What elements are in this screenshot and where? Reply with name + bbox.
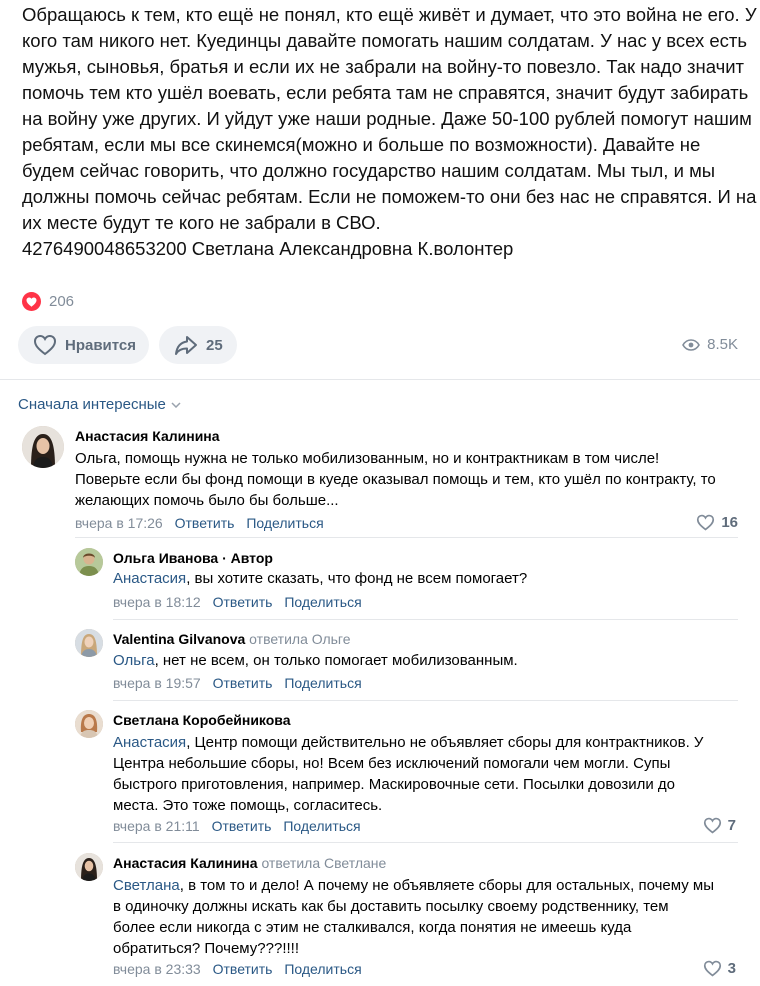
- comment-reply: [75, 629, 738, 701]
- reactions-summary[interactable]: [22, 292, 74, 311]
- reply-to-label[interactable]: ответила Ольге: [249, 631, 351, 647]
- avatar[interactable]: [75, 853, 103, 881]
- comment-author[interactable]: Светлана Коробейникова: [113, 712, 291, 728]
- share-comment-button[interactable]: Поделиться: [284, 675, 362, 691]
- post-text-line: их месте будут те кого не забрали в СВО.: [22, 212, 381, 233]
- post-text-line: помочь тем кто ушёл воевать, если ребята там не справятся, значит будут забирать: [22, 82, 749, 103]
- post-text-line: мужья, сыновья, братья и если их не забрали на войну-то повезло. Так надо значит: [22, 56, 745, 77]
- share-comment-button[interactable]: Поделиться: [284, 961, 362, 977]
- comment-mention[interactable]: Светлана: [113, 877, 180, 894]
- comment-meta: [113, 961, 362, 977]
- comment-text-line: Поверьте если бы фонд помощи в куеде оказывал помощь и тем, кто ушёл по контракту, то: [75, 471, 716, 488]
- comment-text: [75, 448, 716, 511]
- post-text-line: Обращаюсь к тем, кто ещё не понял, кто ещё живёт и думает, что это война не его. У: [22, 4, 757, 25]
- comment-text: [113, 650, 518, 671]
- share-comment-button[interactable]: Поделиться: [283, 818, 361, 834]
- comment-likes-count: 7: [727, 817, 736, 834]
- post-divider: [0, 379, 760, 380]
- comment-text-line: [113, 875, 714, 896]
- comment-time[interactable]: вчера в 19:57: [113, 675, 201, 691]
- eye-icon: [682, 339, 700, 351]
- comment-separator: [113, 700, 738, 701]
- comment-text-line: места. Это тоже помощь, согласитесь.: [113, 797, 383, 814]
- comment-author-name[interactable]: Анастасия Калинина: [113, 855, 258, 871]
- post-text-line: кого там никого нет. Куединцы давайте помогать нашим солдатам. У нас у всех есть: [22, 30, 748, 51]
- comment-like-button[interactable]: [703, 960, 736, 977]
- avatar[interactable]: [75, 629, 103, 657]
- views-counter: [682, 336, 738, 353]
- comment-likes-count: 16: [721, 514, 738, 531]
- comment-text-body: , Центр помощи действительно не объявляет сборы для контрактников. У: [186, 734, 704, 751]
- comment-text-line: быстрого приготовления, например. Маскировочные сети. Посылки довозили до: [113, 776, 676, 793]
- reply-button[interactable]: Ответить: [212, 594, 273, 610]
- comment-separator: [75, 537, 738, 538]
- comment-text-line: желающих помочь было бы больше...: [75, 492, 339, 509]
- heart-reaction-icon: [22, 292, 41, 311]
- comment-author[interactable]: Анастасия Калинина: [75, 428, 220, 444]
- comment-text-line: в одиночку должны искать как бы доставить посылку своему родственнику, тем: [113, 898, 669, 915]
- heart-outline-icon: [33, 334, 57, 356]
- reply-button[interactable]: Ответить: [211, 818, 272, 834]
- post-text: [22, 2, 757, 262]
- comment-text-line: Ольга, помощь нужна не только мобилизованным, но и контрактникам в том числе!: [75, 450, 660, 467]
- comment-meta: [75, 515, 324, 531]
- like-button-label: Нравится: [65, 336, 137, 354]
- views-count: 8.5K: [707, 336, 738, 353]
- comment-time[interactable]: вчера в 17:26: [75, 515, 163, 531]
- comment-time[interactable]: вчера в 23:33: [113, 961, 201, 977]
- heart-outline-icon: [696, 514, 715, 531]
- comment-author[interactable]: Ольга Иванова · Автор: [113, 550, 273, 566]
- comment-text-body: , в том то и дело! А почему не объявляете сборы для остальных, почему мы: [179, 877, 715, 894]
- comments-sort-dropdown[interactable]: [18, 396, 181, 413]
- comment-separator: [113, 619, 738, 620]
- share-button[interactable]: [159, 326, 237, 364]
- share-arrow-icon: [174, 334, 198, 356]
- post-text-line: на войну уже других. И уйдут уже наши родные. Даже 50-100 рублей помогут нашим: [22, 108, 752, 129]
- comment-text: [113, 875, 714, 959]
- comment-text: [113, 568, 527, 589]
- comments-sort-label: Сначала интересные: [18, 396, 166, 413]
- comment-author[interactable]: [113, 855, 386, 871]
- like-button[interactable]: [18, 326, 149, 364]
- comment-time[interactable]: вчера в 18:12: [113, 594, 201, 610]
- comment-meta: [113, 594, 362, 610]
- comment-text-line: [113, 732, 703, 753]
- comment-text-line: Центра небольшие сборы, но! Всем без исключений помогали чем могли. Супы: [113, 755, 671, 772]
- comment-text-body: , нет не всем, он только помогает мобилизованным.: [154, 652, 518, 669]
- post-text-line: должны помочь сейчас ребятам. Если не поможем-то они без нас не справятся. И на: [22, 186, 757, 207]
- comment-text-line: [113, 568, 527, 589]
- post-text-line: будем сейчас говорить, что должно государство нашим солдатам. Мы тыл, и мы: [22, 160, 716, 181]
- comment-meta: [113, 675, 362, 691]
- reply-button[interactable]: Ответить: [212, 675, 273, 691]
- comment-reply: [75, 710, 738, 840]
- post-text-line: 4276490048653200 Светлана Александровна К.волонтер: [22, 238, 514, 259]
- heart-outline-icon: [703, 817, 722, 834]
- comment-text-body: , вы хотите сказать, что фонд не всем помогает?: [186, 570, 528, 587]
- comment-text-line: [113, 650, 518, 671]
- comment-like-button[interactable]: [696, 514, 738, 531]
- comment-separator: [113, 842, 738, 843]
- chevron-down-icon: [171, 402, 181, 408]
- comment-like-button[interactable]: [703, 817, 736, 834]
- comment-mention[interactable]: Ольга: [113, 652, 155, 669]
- comment-author-name[interactable]: Valentina Gilvanova: [113, 631, 246, 647]
- comment-author[interactable]: [113, 631, 351, 647]
- comment-meta: [113, 818, 361, 834]
- comment-reply: [75, 853, 738, 983]
- share-comment-button[interactable]: Поделиться: [246, 515, 324, 531]
- share-count: 25: [206, 336, 223, 354]
- reply-button[interactable]: Ответить: [174, 515, 235, 531]
- reply-button[interactable]: Ответить: [212, 961, 273, 977]
- comment-time[interactable]: вчера в 21:11: [113, 818, 200, 834]
- avatar[interactable]: [75, 548, 103, 576]
- comment-text-line: обратиться? Почему???!!!!: [113, 940, 299, 957]
- comment-mention[interactable]: Анастасия: [113, 570, 187, 587]
- avatar[interactable]: [22, 426, 64, 468]
- comment-text-line: более если никогда с этим не сталкивался, когда понятия не имеешь куда: [113, 919, 632, 936]
- post-text-line: ребятам, если мы все скинемся(можно и больше по возможности). Давайте не: [22, 134, 701, 155]
- avatar[interactable]: [75, 710, 103, 738]
- reactions-count: 206: [49, 293, 75, 310]
- heart-outline-icon: [703, 960, 722, 977]
- comment-text: [113, 732, 703, 816]
- comment-mention[interactable]: Анастасия: [113, 734, 187, 751]
- comment: [22, 426, 742, 536]
- reply-to-label[interactable]: ответила Светлане: [261, 855, 387, 871]
- share-comment-button[interactable]: Поделиться: [284, 594, 362, 610]
- comment-likes-count: 3: [727, 960, 736, 977]
- comment-reply: [75, 548, 738, 620]
